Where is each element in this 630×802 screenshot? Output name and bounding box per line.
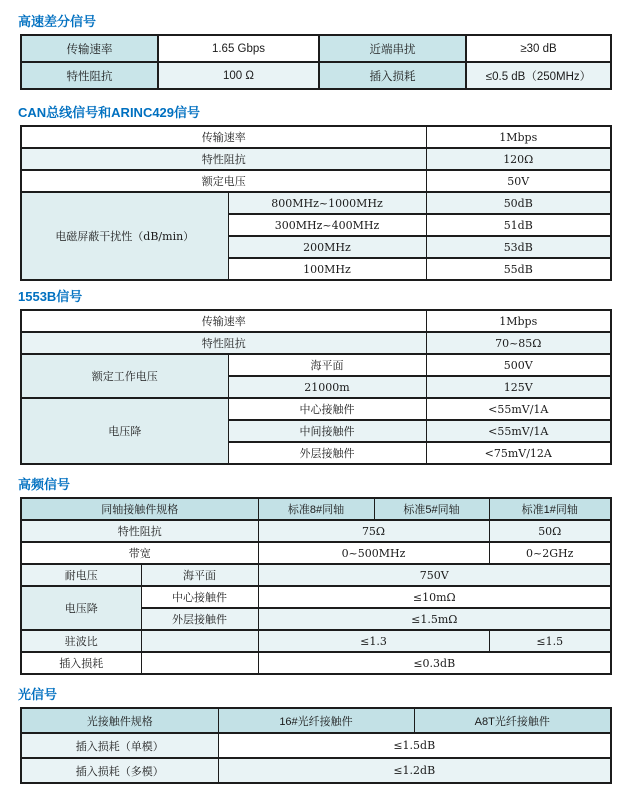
spec-sublabel: 300MHz~400MHz <box>228 214 426 236</box>
section-1553b-signal <box>0 289 630 465</box>
spec-value: ≤1.5 <box>489 630 611 652</box>
spec-sublabel: 100MHz <box>228 258 426 280</box>
spec-value: 120Ω <box>426 148 611 170</box>
spec-value: 125V <box>426 376 611 398</box>
section-rf-signal <box>0 477 630 675</box>
section-high-speed-differential-signal <box>0 14 630 90</box>
spec-value: ≥30 dB <box>466 35 611 62</box>
spec-label: 插入损耗（多模） <box>21 758 218 783</box>
spec-sublabel: 海平面 <box>141 564 258 586</box>
spec-label: 特性阻抗 <box>21 62 158 89</box>
spec-value: 100 Ω <box>158 62 319 89</box>
column-header: 标准8#同轴 <box>258 498 374 520</box>
spec-value: 70~85Ω <box>426 332 611 354</box>
table-row <box>21 170 611 192</box>
table-row <box>21 542 611 564</box>
table-row <box>21 332 611 354</box>
section-title: CAN总线信号和ARINC429信号 <box>18 105 201 120</box>
table-row <box>21 62 611 89</box>
section-can-arinc429-signal <box>0 105 630 281</box>
spec-value: 51dB <box>426 214 611 236</box>
spec-value: <55mV/1A <box>426 420 611 442</box>
table-row <box>21 652 611 674</box>
empty-cell <box>141 652 258 674</box>
spec-table-can-arinc <box>20 125 612 281</box>
spec-table-high-speed <box>20 34 612 90</box>
spec-value: 500V <box>426 354 611 376</box>
spec-value: ≤10mΩ <box>258 586 611 608</box>
spec-label: 插入损耗 <box>21 652 141 674</box>
spec-value: 55dB <box>426 258 611 280</box>
spec-value: ≤0.3dB <box>258 652 611 674</box>
spec-value: ≤0.5 dB（250MHz） <box>466 62 611 89</box>
column-header: 16#光纤接触件 <box>218 708 414 733</box>
spec-table-1553b <box>20 309 612 465</box>
spec-label: 电磁屏蔽干扰性（dB/min） <box>21 192 228 280</box>
spec-value: 53dB <box>426 236 611 258</box>
table-row <box>21 398 611 420</box>
table-row <box>21 35 611 62</box>
spec-value: 50dB <box>426 192 611 214</box>
spec-value: 75Ω <box>258 520 489 542</box>
spec-value: 1.65 Gbps <box>158 35 319 62</box>
spec-sublabel: 外层接触件 <box>141 608 258 630</box>
spec-label: 特性阻抗 <box>21 332 426 354</box>
spec-sublabel: 中间接触件 <box>228 420 426 442</box>
spec-label: 传输速率 <box>21 35 158 62</box>
column-header: 同轴接触件规格 <box>21 498 258 520</box>
column-header: A8T光纤接触件 <box>414 708 611 733</box>
empty-cell <box>141 630 258 652</box>
spec-label: 传输速率 <box>21 310 426 332</box>
spec-table-optical <box>20 707 612 784</box>
spec-label: 插入损耗（单模） <box>21 733 218 758</box>
table-row <box>21 126 611 148</box>
spec-value: ≤1.5dB <box>218 733 611 758</box>
column-header: 光接触件规格 <box>21 708 218 733</box>
column-header: 标准1#同轴 <box>489 498 611 520</box>
spec-label: 驻波比 <box>21 630 141 652</box>
spec-label: 额定工作电压 <box>21 354 228 398</box>
section-title: 1553B信号 <box>18 289 83 304</box>
spec-value: ≤1.5mΩ <box>258 608 611 630</box>
table-row <box>21 733 611 758</box>
spec-label: 额定电压 <box>21 170 426 192</box>
spec-sublabel: 200MHz <box>228 236 426 258</box>
table-row <box>21 148 611 170</box>
table-row <box>21 758 611 783</box>
spec-sublabel: 中心接触件 <box>141 586 258 608</box>
table-row <box>21 630 611 652</box>
spec-value: 1Mbps <box>426 310 611 332</box>
column-header: 标准5#同轴 <box>374 498 489 520</box>
spec-value: ≤1.3 <box>258 630 489 652</box>
spec-label: 近端串扰 <box>319 35 466 62</box>
spec-value: ≤1.2dB <box>218 758 611 783</box>
table-row <box>21 310 611 332</box>
spec-label: 特性阻抗 <box>21 520 258 542</box>
spec-value: 50Ω <box>489 520 611 542</box>
spec-table-rf <box>20 497 612 675</box>
spec-value: 0~2GHz <box>489 542 611 564</box>
spec-sublabel: 21000m <box>228 376 426 398</box>
spec-label: 电压降 <box>21 586 141 630</box>
section-title: 高频信号 <box>18 477 71 492</box>
section-title: 高速差分信号 <box>18 14 97 29</box>
spec-value: 50V <box>426 170 611 192</box>
spec-label: 带宽 <box>21 542 258 564</box>
spec-label: 耐电压 <box>21 564 141 586</box>
table-row <box>21 354 611 376</box>
table-row <box>21 564 611 586</box>
spec-label: 特性阻抗 <box>21 148 426 170</box>
spec-value: 0~500MHz <box>258 542 489 564</box>
spec-value: <75mV/12A <box>426 442 611 464</box>
section-optical-signal <box>0 687 630 784</box>
spec-value: <55mV/1A <box>426 398 611 420</box>
spec-label: 插入损耗 <box>319 62 466 89</box>
table-row <box>21 586 611 608</box>
spec-label: 传输速率 <box>21 126 426 148</box>
spec-value: 1Mbps <box>426 126 611 148</box>
spec-value: 750V <box>258 564 611 586</box>
table-row <box>21 520 611 542</box>
table-header-row <box>21 708 611 733</box>
spec-label: 电压降 <box>21 398 228 464</box>
spec-sublabel: 800MHz~1000MHz <box>228 192 426 214</box>
spec-sublabel: 中心接触件 <box>228 398 426 420</box>
spec-sublabel: 外层接触件 <box>228 442 426 464</box>
table-header-row <box>21 498 611 520</box>
section-title: 光信号 <box>18 687 58 702</box>
spec-sublabel: 海平面 <box>228 354 426 376</box>
table-row <box>21 192 611 214</box>
